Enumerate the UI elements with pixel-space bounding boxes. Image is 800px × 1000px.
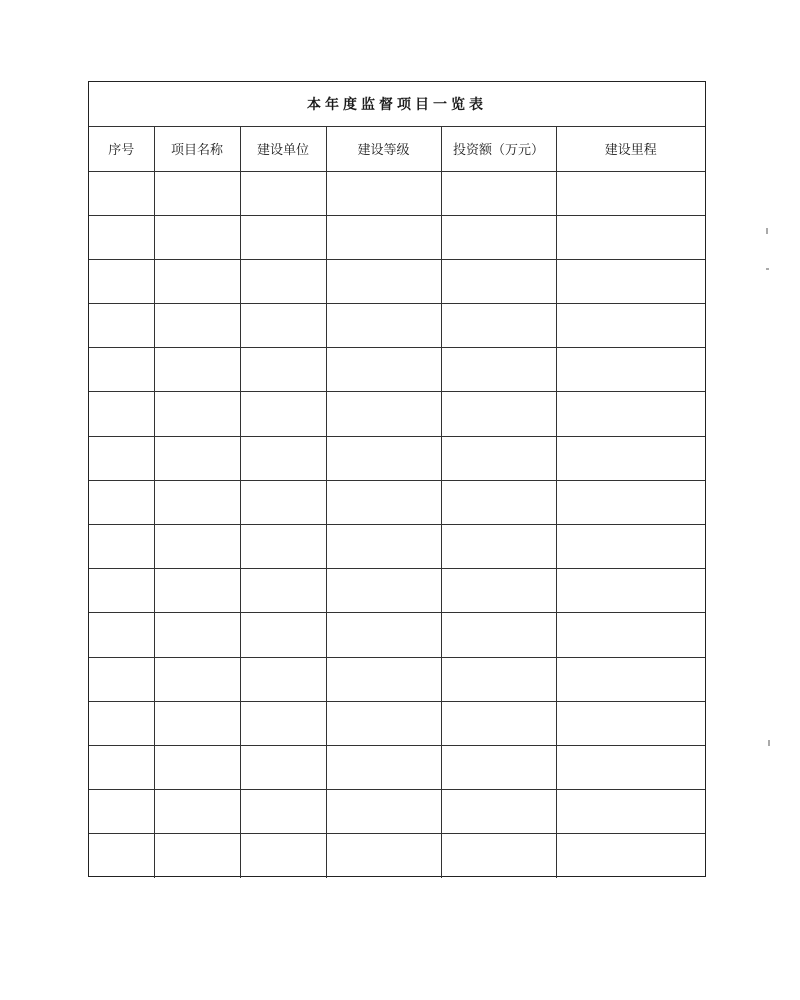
header-mileage: 建设里程 (556, 127, 705, 171)
table-cell (556, 480, 705, 524)
table-cell (441, 436, 556, 480)
table-cell (89, 392, 154, 436)
table-cell (89, 790, 154, 834)
table-cell (154, 348, 240, 392)
table-cell (556, 436, 705, 480)
table-cell (556, 304, 705, 348)
header-grade: 建设等级 (326, 127, 441, 171)
header-project-name: 项目名称 (154, 127, 240, 171)
table-cell (154, 304, 240, 348)
header-row (89, 127, 705, 171)
table-cell (154, 790, 240, 834)
table-cell (326, 569, 441, 613)
header-investment: 投资额（万元） (441, 127, 556, 171)
table-cell (89, 569, 154, 613)
table-cell (154, 436, 240, 480)
table-cell (89, 304, 154, 348)
table-cell (441, 392, 556, 436)
table-cell (89, 525, 154, 569)
table-cell (240, 215, 326, 259)
table-cell (240, 304, 326, 348)
table-cell (154, 613, 240, 657)
table-cell (89, 834, 154, 878)
table-row (89, 790, 705, 834)
scan-mark (766, 268, 769, 270)
table-cell (556, 348, 705, 392)
table-cell (154, 480, 240, 524)
table-row (89, 834, 705, 878)
table-cell (326, 834, 441, 878)
table-cell (556, 613, 705, 657)
table-cell (326, 525, 441, 569)
table-cell (556, 215, 705, 259)
table-cell (89, 480, 154, 524)
table-cell (556, 569, 705, 613)
table-cell (326, 790, 441, 834)
table-cell (556, 834, 705, 878)
table-cell (326, 436, 441, 480)
table-cell (154, 657, 240, 701)
table-cell (240, 348, 326, 392)
table-cell (326, 171, 441, 215)
header-builder: 建设单位 (240, 127, 326, 171)
table-cell (89, 657, 154, 701)
table-cell (441, 171, 556, 215)
table-cell (89, 436, 154, 480)
table-row (89, 613, 705, 657)
table-cell (154, 745, 240, 789)
table-title: 本年度监督项目一览表 (89, 82, 705, 127)
table-cell (441, 480, 556, 524)
table-cell (441, 215, 556, 259)
table-cell (154, 525, 240, 569)
table-row (89, 436, 705, 480)
table-cell (154, 392, 240, 436)
table-cell (441, 701, 556, 745)
scan-mark (766, 228, 768, 234)
table-cell (441, 348, 556, 392)
table-cell (240, 480, 326, 524)
table-cell (441, 790, 556, 834)
table-cell (556, 790, 705, 834)
table-cell (556, 657, 705, 701)
table-cell (154, 171, 240, 215)
table-cell (154, 569, 240, 613)
table-cell (441, 569, 556, 613)
table-cell (556, 701, 705, 745)
table-cell (240, 657, 326, 701)
project-table (89, 127, 705, 878)
table-cell (89, 613, 154, 657)
table-cell (441, 304, 556, 348)
table-cell (89, 259, 154, 303)
table-cell (441, 745, 556, 789)
table-cell (154, 701, 240, 745)
table-cell (441, 657, 556, 701)
table-cell (154, 834, 240, 878)
table-cell (441, 525, 556, 569)
table-cell (240, 745, 326, 789)
table-cell (240, 701, 326, 745)
table-cell (556, 525, 705, 569)
table-cell (556, 745, 705, 789)
table-row (89, 171, 705, 215)
table-cell (441, 834, 556, 878)
table-cell (240, 569, 326, 613)
table-cell (154, 215, 240, 259)
header-index: 序号 (89, 127, 154, 171)
table-cell (240, 613, 326, 657)
table-cell (154, 259, 240, 303)
table-cell (240, 259, 326, 303)
table-cell (89, 215, 154, 259)
table-cell (441, 613, 556, 657)
table-cell (89, 745, 154, 789)
table-cell (326, 745, 441, 789)
table-cell (89, 348, 154, 392)
table-cell (326, 304, 441, 348)
table-cell (556, 259, 705, 303)
table-row (89, 657, 705, 701)
table-cell (326, 613, 441, 657)
table-row (89, 569, 705, 613)
table-cell (326, 348, 441, 392)
table-body (89, 171, 705, 878)
table-cell (240, 525, 326, 569)
table-cell (89, 701, 154, 745)
table-row (89, 480, 705, 524)
table-cell (240, 171, 326, 215)
table-row (89, 348, 705, 392)
table-cell (556, 171, 705, 215)
table-cell (326, 480, 441, 524)
table-cell (326, 657, 441, 701)
table-cell (556, 392, 705, 436)
table-cell (89, 171, 154, 215)
project-list-sheet (88, 81, 706, 877)
table-cell (326, 701, 441, 745)
table-cell (326, 392, 441, 436)
table-cell (326, 215, 441, 259)
table-row (89, 701, 705, 745)
table-row (89, 259, 705, 303)
table-row (89, 525, 705, 569)
table-cell (240, 436, 326, 480)
table-row (89, 215, 705, 259)
scan-mark (768, 740, 770, 746)
table-cell (240, 392, 326, 436)
table-row (89, 304, 705, 348)
table-cell (240, 834, 326, 878)
table-cell (240, 790, 326, 834)
table-cell (326, 259, 441, 303)
table-row (89, 745, 705, 789)
table-row (89, 392, 705, 436)
table-cell (441, 259, 556, 303)
